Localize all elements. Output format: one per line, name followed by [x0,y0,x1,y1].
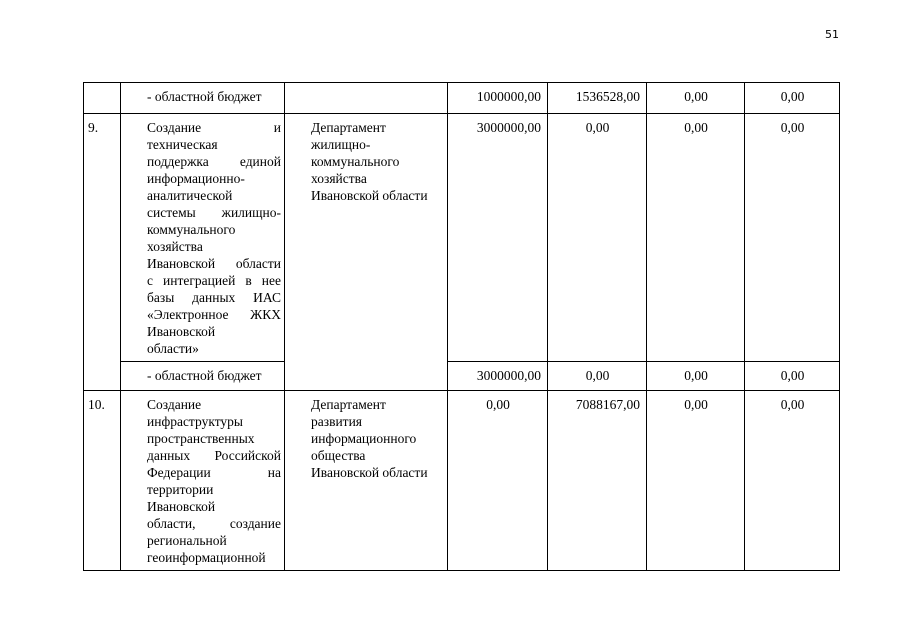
activity-name-line: инфраструктуры [147,414,243,429]
activity-name-cell [121,391,285,571]
department-line: информационного [311,431,417,446]
activity-name-line: Ивановской [147,499,216,514]
department-line: жилищно- [311,137,371,152]
activity-name-line: «Электронное ЖКХ [147,307,281,322]
value-cell: 0,00 [647,391,745,571]
value-cell: 1536528,00 [548,83,647,114]
activity-name-line: информационно- [147,171,245,186]
activity-name-line: коммунального [147,222,236,237]
page-number: 51 [825,28,839,41]
value-cell: 0,00 [745,83,840,114]
department-line: хозяйства [311,171,367,186]
activity-name-cell [121,114,285,362]
value-cell: 0,00 [745,391,840,571]
activity-name-line: системы жилищно- [147,205,281,220]
department-line: Департамент [311,397,386,412]
value-cell: 0,00 [548,114,647,362]
value-cell: 1000000,00 [448,83,548,114]
department-cell [285,391,448,571]
value-cell: 3000000,00 [448,114,548,362]
value-cell: 0,00 [647,362,745,391]
table-row [84,83,840,114]
activity-name-line: Ивановской [147,324,216,339]
funding-source-cell: - областной бюджет [121,362,285,391]
activity-name-line: Создание и [147,120,281,135]
activity-name-line: Федерации на [147,465,281,480]
activity-name-line: аналитической [147,188,233,203]
activity-name-line: техническая [147,137,218,152]
activity-name-line: территории [147,482,214,497]
department-line: Ивановской области [311,465,428,480]
table-row [84,114,840,362]
activity-name-line: с интеграцией в нее [147,273,281,288]
value-cell: 0,00 [548,362,647,391]
activity-name-line: геоинформационной [147,550,266,565]
value-cell: 0,00 [745,114,840,362]
row-number-cell: 10. [84,391,121,571]
funding-source-cell: - областной бюджет [121,83,285,114]
activity-name-line: пространственных [147,431,255,446]
department-cell [285,83,448,114]
activity-name-line: данных Российской [147,448,281,463]
department-line: развития [311,414,363,429]
value-cell: 0,00 [745,362,840,391]
value-cell: 0,00 [647,114,745,362]
activity-name-line: поддержка единой [147,154,281,169]
activity-name-line: базы данных ИАС [147,290,281,305]
activity-name-line: хозяйства [147,239,203,254]
activity-name-line: региональной [147,533,227,548]
activity-name-line: Ивановской области [147,256,281,271]
department-cell [285,114,448,391]
row-number-cell: 9. [84,114,121,391]
budget-table [83,82,840,571]
department-line: Ивановской области [311,188,428,203]
department-line: коммунального [311,154,400,169]
department-line: общества [311,448,366,463]
value-cell: 0,00 [448,391,548,571]
value-cell: 7088167,00 [548,391,647,571]
value-cell: 3000000,00 [448,362,548,391]
table-row [84,391,840,571]
row-number-cell [84,83,121,114]
value-cell: 0,00 [647,83,745,114]
activity-name-line: области, создание [147,516,281,531]
activity-name-line: Создание [147,397,202,412]
table-row [84,362,840,391]
department-line: Департамент [311,120,386,135]
activity-name-line: области» [147,341,199,356]
